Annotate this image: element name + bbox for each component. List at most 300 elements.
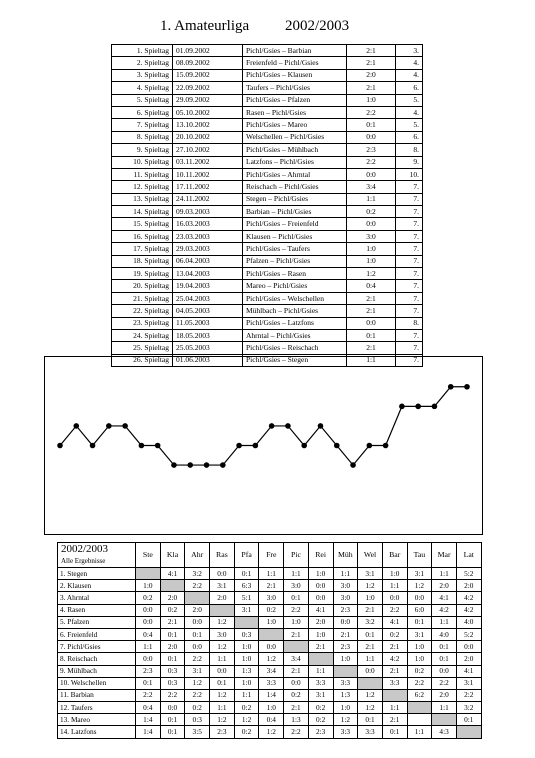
results-cell: 4:3 [432,726,457,738]
results-cell: 0:2 [185,702,210,714]
schedule-fixture: Pichl/Gsies – Klausen [243,69,347,81]
results-cell: 0:1 [432,653,457,665]
schedule-table [111,44,423,367]
results-cell: 1:1 [432,568,457,580]
results-cell: 4:1 [432,592,457,604]
results-cell: 1:2 [210,714,235,726]
results-cell: 3:4 [284,653,309,665]
results-cell: 0:0 [358,665,383,677]
position-point [155,443,161,449]
schedule-matchday: 18. Spieltag [112,255,173,267]
results-cell: 2:0 [456,653,481,665]
results-cell: 2:0 [185,604,210,616]
results-cell: 2:0 [432,689,457,701]
schedule-row [112,193,423,205]
results-cell: 3:1 [185,665,210,677]
schedule-matchday: 14. Spieltag [112,206,173,218]
results-diagonal-cell [284,641,309,653]
results-cell: 4:2 [456,592,481,604]
results-cell: 2:2 [185,580,210,592]
results-row [58,689,482,701]
results-cell: 1:0 [136,580,161,592]
schedule-row [112,181,423,193]
results-cell: 0:2 [160,604,185,616]
results-cell: 2:1 [160,616,185,628]
results-cell: 3:3 [358,726,383,738]
results-cell: 1:0 [333,702,358,714]
schedule-date: 01.06.2003 [173,354,243,366]
schedule-score: 1:1 [347,193,396,205]
schedule-row [112,131,423,143]
results-cell: 4:2 [456,604,481,616]
results-cell: 3:3 [308,677,333,689]
schedule-rank: 3. [396,45,423,57]
results-row [58,628,482,640]
results-cell: 1:4 [136,714,161,726]
results-cell: 0:2 [259,604,284,616]
results-cell: 3:1 [407,628,432,640]
schedule-row [112,168,423,180]
schedule-score: 2:1 [347,82,396,94]
results-cell: 0:2 [308,714,333,726]
schedule-fixture: Klausen – Pichl/Gsies [243,230,347,242]
results-cell: 0:3 [160,665,185,677]
results-cell: 3:0 [333,580,358,592]
position-point [432,404,438,410]
results-cell: 1:2 [185,677,210,689]
results-cell: 0:1 [160,653,185,665]
results-cell: 3:2 [456,702,481,714]
results-cell: 4:0 [456,616,481,628]
schedule-fixture: Pichl/Gsies – Taufers [243,243,347,255]
results-cell: 3:3 [333,726,358,738]
results-column-header: Ras [210,543,235,568]
position-point [350,462,356,468]
schedule-score: 1:0 [347,255,396,267]
results-cell: 0:4 [136,702,161,714]
results-cell: 2:2 [160,689,185,701]
results-cell: 0:2 [407,665,432,677]
results-cell: 0:0 [382,592,407,604]
results-cell: 2:0 [308,616,333,628]
results-diagonal-cell [210,604,235,616]
position-line [60,387,467,465]
schedule-rank: 4. [396,69,423,81]
schedule-score: 0:0 [347,168,396,180]
position-point [171,462,177,468]
results-cell: 0:2 [382,628,407,640]
position-point [448,384,454,390]
results-team: 8. Reischach [58,653,136,665]
results-cell: 0:0 [308,580,333,592]
results-diagonal-cell [358,677,383,689]
schedule-row [112,230,423,242]
results-row [58,726,482,738]
schedule-rank: 7. [396,329,423,341]
schedule-matchday: 6. Spieltag [112,106,173,118]
schedule-matchday: 5. Spieltag [112,94,173,106]
results-column-header: Wel [358,543,383,568]
schedule-row [112,329,423,341]
results-cell: 2:3 [308,726,333,738]
results-team: 7. Pichl/Gsies [58,641,136,653]
schedule-fixture: Pichl/Gsies – Rasen [243,268,347,280]
league-title: 1. Amateurliga [160,18,250,34]
results-cell: 3:1 [234,604,259,616]
position-point [285,423,291,429]
position-point [399,404,405,410]
results-cell: 4:1 [456,665,481,677]
results-cell: 4:1 [308,604,333,616]
schedule-fixture: Pichl/Gsies – Barbian [243,45,347,57]
schedule-fixture: Barbian – Pichl/Gsies [243,206,347,218]
schedule-rank: 7. [396,354,423,366]
results-cell: 1:1 [382,580,407,592]
results-cell: 1:2 [358,580,383,592]
results-cell: 0:4 [259,714,284,726]
schedule-rank: 4. [396,57,423,69]
results-diagonal-cell [308,653,333,665]
schedule-rank: 9. [396,156,423,168]
results-cell: 1:2 [333,714,358,726]
schedule-rank: 6. [396,82,423,94]
schedule-row [112,292,423,304]
schedule-matchday: 12. Spieltag [112,181,173,193]
results-cell: 1:2 [259,653,284,665]
results-cell: 0:0 [308,592,333,604]
results-cell: 0:3 [185,714,210,726]
schedule-score: 2:2 [347,156,396,168]
schedule-date: 29.03.2003 [173,243,243,255]
results-cell: 4:1 [160,568,185,580]
results-cell: 1:0 [308,568,333,580]
schedule-score: 2:1 [347,305,396,317]
schedule-rank: 4. [396,106,423,118]
schedule-rank: 7. [396,193,423,205]
position-point [90,443,96,449]
schedule-rank: 7. [396,292,423,304]
schedule-matchday: 3. Spieltag [112,69,173,81]
results-column-header: Bar [382,543,407,568]
results-cell: 0:0 [284,677,309,689]
results-cell: 2:2 [456,689,481,701]
schedule-score: 0:0 [347,317,396,329]
results-cell: 2:2 [185,689,210,701]
schedule-fixture: Pichl/Gsies – Welschellen [243,292,347,304]
schedule-date: 18.05.2003 [173,329,243,341]
results-cell: 1:0 [284,616,309,628]
results-row [58,592,482,604]
results-cell: 2:2 [407,677,432,689]
results-cell: 0:1 [160,628,185,640]
results-cell: 0:1 [407,616,432,628]
results-cell: 0:0 [407,592,432,604]
results-cell: 2:1 [284,665,309,677]
table-position-chart [44,356,483,535]
schedule-fixture: Mühlbach – Pichl/Gsies [243,305,347,317]
schedule-date: 15.09.2002 [173,69,243,81]
results-cell: 0:1 [185,628,210,640]
results-cell: 0:0 [136,616,161,628]
schedule-row [112,342,423,354]
schedule-fixture: Pichl/Gsies – Latzfons [243,317,347,329]
results-row [58,702,482,714]
schedule-matchday: 8. Spieltag [112,131,173,143]
results-cell: 0:0 [136,653,161,665]
results-row [58,568,482,580]
position-point [73,423,79,429]
schedule-row [112,144,423,156]
results-cell: 2:1 [382,714,407,726]
schedule-row [112,317,423,329]
results-cell: 1:3 [234,665,259,677]
results-cell: 3:0 [333,592,358,604]
results-diagonal-cell [136,568,161,580]
results-cell: 1:0 [382,568,407,580]
results-cell: 3:3 [382,677,407,689]
position-point [204,462,210,468]
results-cell: 1:1 [358,653,383,665]
schedule-score: 1:0 [347,243,396,255]
schedule-row [112,305,423,317]
schedule-rank: 8. [396,317,423,329]
results-cell: 1:1 [136,641,161,653]
schedule-score: 2:0 [347,69,396,81]
results-team: 10. Welschellen [58,677,136,689]
results-cell: 0:0 [333,616,358,628]
results-cell: 5:2 [456,568,481,580]
results-cell: 0:2 [234,702,259,714]
schedule-score: 0:0 [347,131,396,143]
schedule-matchday: 16. Spieltag [112,230,173,242]
schedule-fixture: Ahrntal – Pichl/Gsies [243,329,347,341]
results-cell: 1:0 [234,641,259,653]
schedule-date: 13.04.2003 [173,268,243,280]
position-point [220,462,226,468]
results-cell: 0:1 [358,628,383,640]
results-cell: 3:2 [358,616,383,628]
schedule-fixture: Rasen – Pichl/Gsies [243,106,347,118]
schedule-rank: 7. [396,243,423,255]
results-team: 4. Rasen [58,604,136,616]
schedule-rank: 5. [396,94,423,106]
schedule-fixture: Pichl/Gsies – Reischach [243,342,347,354]
results-cell: 0:1 [284,592,309,604]
schedule-score: 0:2 [347,206,396,218]
schedule-rank: 10. [396,168,423,180]
results-cell: 0:4 [136,628,161,640]
results-cell: 0:0 [210,568,235,580]
results-team: 5. Pfalzen [58,616,136,628]
results-cell: 1:0 [259,702,284,714]
schedule-row [112,94,423,106]
results-cell: 0:0 [210,665,235,677]
results-cell: 2:2 [432,677,457,689]
schedule-date: 23.03.2003 [173,230,243,242]
results-cell: 1:3 [333,689,358,701]
schedule-rank: 7. [396,181,423,193]
schedule-row [112,119,423,131]
results-cell: 2:1 [382,665,407,677]
schedule-rank: 7. [396,206,423,218]
results-cell: 1:2 [210,641,235,653]
position-point [236,443,242,449]
schedule-date: 06.04.2003 [173,255,243,267]
results-cell: 2:1 [284,628,309,640]
schedule-matchday: 23. Spieltag [112,317,173,329]
schedule-rank: 7. [396,230,423,242]
schedule-score: 3:4 [347,181,396,193]
schedule-score: 1:0 [347,94,396,106]
schedule-matchday: 17. Spieltag [112,243,173,255]
schedule-fixture: Latzfons – Pichl/Gsies [243,156,347,168]
results-cell: 1:0 [407,653,432,665]
results-cell: 0:1 [136,677,161,689]
results-column-header: Rei [308,543,333,568]
results-heading: 2002/2003 [61,543,109,555]
position-point [367,443,373,449]
schedule-row [112,206,423,218]
results-cell: 5:2 [456,628,481,640]
results-cell: 0:0 [456,641,481,653]
results-cell: 0:0 [259,641,284,653]
schedule-row [112,106,423,118]
schedule-date: 13.10.2002 [173,119,243,131]
results-cell: 2:0 [432,580,457,592]
results-cell: 0:3 [234,628,259,640]
results-cell: 1:2 [259,726,284,738]
schedule-matchday: 10. Spieltag [112,156,173,168]
position-point [106,423,112,429]
schedule-matchday: 22. Spieltag [112,305,173,317]
schedule-matchday: 25. Spieltag [112,342,173,354]
schedule-date: 19.04.2003 [173,280,243,292]
schedule-rank: 8. [396,144,423,156]
results-cell: 0:0 [185,616,210,628]
results-cell: 3:0 [210,628,235,640]
schedule-rank: 7. [396,280,423,292]
schedule-rank: 7. [396,342,423,354]
results-cell: 2:2 [185,653,210,665]
results-team: 11. Barbian [58,689,136,701]
results-cell: 2:0 [160,641,185,653]
results-cell: 1:2 [358,689,383,701]
position-point [383,443,389,449]
schedule-fixture: Mareo – Pichl/Gsies [243,280,347,292]
schedule-row [112,45,423,57]
results-diagonal-cell [456,726,481,738]
results-team: 2. Klausen [58,580,136,592]
schedule-date: 27.10.2002 [173,144,243,156]
results-cell: 4:2 [382,653,407,665]
schedule-date: 17.11.2002 [173,181,243,193]
schedule-fixture: Taufers – Pichl/Gsies [243,82,347,94]
schedule-rank: 7. [396,268,423,280]
results-cell: 0:2 [284,689,309,701]
results-cell: 1:1 [333,568,358,580]
results-cell: 4:2 [432,604,457,616]
schedule-matchday: 21. Spieltag [112,292,173,304]
results-cell: 1:1 [308,665,333,677]
schedule-score: 2:1 [347,45,396,57]
results-row [58,653,482,665]
schedule-date: 20.10.2002 [173,131,243,143]
results-corner [58,543,136,568]
schedule-date: 09.03.2003 [173,206,243,218]
schedule-matchday: 7. Spieltag [112,119,173,131]
results-diagonal-cell [234,616,259,628]
results-cell: 2:2 [284,604,309,616]
results-cell: 4:0 [432,628,457,640]
schedule-matchday: 24. Spieltag [112,329,173,341]
schedule-score: 1:1 [347,354,396,366]
schedule-date: 16.03.2003 [173,218,243,230]
schedule-score: 2:3 [347,144,396,156]
schedule-matchday: 11. Spieltag [112,168,173,180]
results-cell: 2:3 [333,604,358,616]
results-cell: 2:2 [136,689,161,701]
results-cell: 0:0 [432,665,457,677]
position-point [57,443,63,449]
results-column-header: Mar [432,543,457,568]
schedule-score: 2:1 [347,57,396,69]
schedule-row [112,268,423,280]
results-cell: 0:1 [456,714,481,726]
schedule-fixture: Pichl/Gsies – Ahrntal [243,168,347,180]
schedule-score: 0:4 [347,280,396,292]
results-cell: 0:0 [185,641,210,653]
results-team: 1. Stegen [58,568,136,580]
results-team: 3. Ahrntal [58,592,136,604]
schedule-row [112,218,423,230]
position-point [139,443,145,449]
position-point [415,404,421,410]
results-cell: 2:1 [333,628,358,640]
schedule-rank: 6. [396,131,423,143]
results-cell: 2:3 [210,726,235,738]
results-team: 14. Latzfons [58,726,136,738]
results-column-header: Ste [136,543,161,568]
results-diagonal-cell [432,714,457,726]
results-cell: 3:0 [259,592,284,604]
schedule-fixture: Pichl/Gsies – Pfalzen [243,94,347,106]
results-team: 13. Mareo [58,714,136,726]
results-cell: 1:0 [407,641,432,653]
schedule-row [112,57,423,69]
position-line-chart [45,357,482,534]
schedule-fixture: Reischach – Pichl/Gsies [243,181,347,193]
results-cell: 2:0 [210,592,235,604]
results-cell: 1:1 [210,653,235,665]
results-row [58,616,482,628]
position-point [253,443,259,449]
results-cell: 0:2 [136,592,161,604]
results-cell: 3:1 [308,689,333,701]
results-cell: 3:4 [259,665,284,677]
schedule-row [112,243,423,255]
schedule-date: 08.09.2002 [173,57,243,69]
schedule-fixture: Freienfeld – Pichl/Gsies [243,57,347,69]
results-cell: 1:4 [259,689,284,701]
results-column-header: Kla [160,543,185,568]
schedule-score: 3:0 [347,230,396,242]
schedule-matchday: 1. Spieltag [112,45,173,57]
position-point [464,384,470,390]
results-cell: 1:1 [432,616,457,628]
schedule-matchday: 20. Spieltag [112,280,173,292]
schedule-row [112,69,423,81]
schedule-date: 01.09.2002 [173,45,243,57]
